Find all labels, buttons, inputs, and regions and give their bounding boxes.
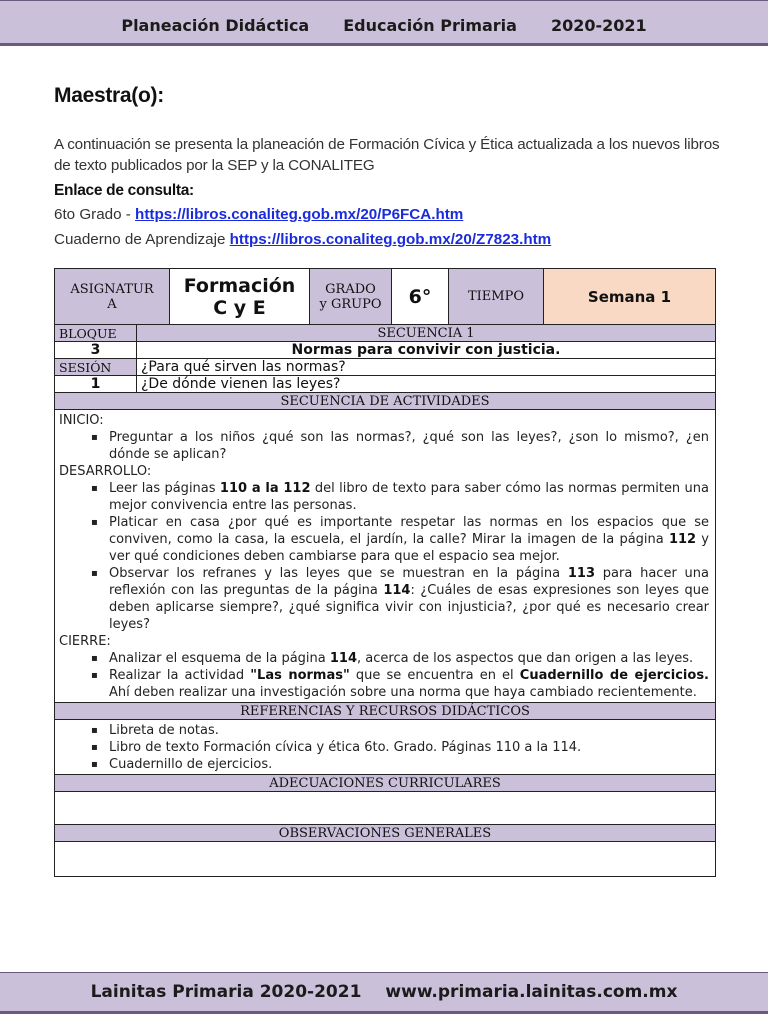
inicio-label: INICIO: — [59, 413, 104, 428]
referencia-item: ▪ Libro de texto Formación cívica y ética 6to. Grado. Páginas 110 a la 114. — [109, 739, 709, 756]
teacher-heading: Maestra(o): — [54, 84, 164, 107]
bloque-value-cell: 3 — [55, 342, 137, 359]
referencias-body — [55, 720, 716, 775]
header-level: Educación Primaria — [343, 15, 517, 35]
asignatura-label-cell: ASIGNATUR A — [55, 269, 170, 325]
sesion-label-cell: SESIÓN — [55, 359, 137, 376]
planning-table — [54, 268, 716, 877]
adecuaciones-body[interactable] — [55, 792, 716, 825]
inicio-item: ▪ Preguntar a los niños ¿qué son las normas?, ¿qué son las leyes?, ¿son lo mismo?, ¿en dónde se aplican? — [109, 429, 709, 463]
link-6to-grado[interactable]: https://libros.conaliteg.gob.mx/20/P6FCA.htm — [135, 206, 464, 223]
actividades-header: SECUENCIA DE ACTIVIDADES — [55, 393, 716, 410]
link1-prefix: 6to Grado - — [54, 206, 136, 223]
link2-prefix: Cuaderno de Aprendizaje — [54, 231, 230, 248]
bloque-label-cell: BLOQUE — [55, 325, 137, 342]
footer-url[interactable]: www.primaria.lainitas.com.mx — [385, 982, 678, 1002]
question-1-cell: ¿Para qué sirven las normas? — [137, 359, 716, 376]
desarrollo-item-3: ▪ Observar los refranes y las leyes que se muestran en la página 113 para hacer una reflexión con las preguntas de la página 114: ¿Cuáles de esas expresiones son leyes que deben aplicarse siempre?, ¿qué significa vivir con injusticia?, ¿por qué es necesario crear leyes? — [109, 565, 709, 633]
tiempo-value-cell: Semana 1 — [544, 269, 716, 325]
adecuaciones-header: ADECUACIONES CURRICULARES — [55, 775, 716, 792]
referencia-item: ▪ Libreta de notas. — [109, 722, 709, 739]
footer-title: Lainitas Primaria 2020-2021 — [90, 982, 362, 1002]
observaciones-header: OBSERVACIONES GENERALES — [55, 825, 716, 842]
actividades-body — [55, 410, 716, 703]
header-year: 2020-2021 — [550, 15, 647, 35]
desarrollo-item-1: ▪ Leer las páginas 110 a la 112 del libro de texto para saber cómo las normas permiten una mejor convivencia entre las personas. — [109, 480, 709, 514]
question-2-cell: ¿De dónde vienen las leyes? — [137, 376, 716, 393]
links-heading: Enlace de consulta: — [54, 182, 194, 199]
header-band — [0, 0, 768, 46]
tiempo-label-cell: TIEMPO — [449, 269, 544, 325]
asignatura-value-cell: Formación C y E — [170, 269, 310, 325]
referencia-item: ▪ Cuadernillo de ejercicios. — [109, 756, 709, 773]
desarrollo-item-2: ▪ Platicar en casa ¿por qué es importante respetar las normas en los espacios que se conviven, como la casa, la escuela, el jardín, la calle? Mirar la imagen de la página 112 y ver qué condiciones deben cambiarse para que el espacio sea mejor. — [109, 514, 709, 565]
observaciones-body[interactable] — [55, 842, 716, 877]
grado-value-cell: 6° — [392, 269, 449, 325]
footer-band — [0, 972, 768, 1014]
referencias-header: REFERENCIAS Y RECURSOS DIDÁCTICOS — [55, 703, 716, 720]
grado-label-cell: GRADO y GRUPO — [310, 269, 392, 325]
link-line-2 — [54, 231, 724, 248]
link-line-1 — [54, 206, 724, 223]
secuencia-label-cell: SECUENCIA 1 — [137, 325, 716, 342]
desarrollo-label: DESARROLLO: — [59, 464, 152, 479]
secuencia-title-cell: Normas para convivir con justicia. — [137, 342, 716, 359]
cierre-label: CIERRE: — [59, 634, 111, 649]
cierre-item-2: ▪ Realizar la actividad "Las normas" que se encuentra en el Cuadernillo de ejercicios. Ahí deben realizar una investigación sobre una norma que haya cambiado recientemente. — [109, 667, 709, 701]
cierre-item-1: ▪ Analizar el esquema de la página 114, acerca de los aspectos que dan origen a las leyes. — [109, 650, 709, 667]
link-cuaderno[interactable]: https://libros.conaliteg.gob.mx/20/Z7823.htm — [229, 231, 552, 248]
intro-paragraph: A continuación se presenta la planeación de Formación Cívica y Ética actualizada a los nuevos libros de texto publicados por la SEP y la CONALITEG — [54, 136, 720, 174]
sesion-value-cell: 1 — [55, 376, 137, 393]
header-title: Planeación Didáctica — [121, 15, 310, 35]
